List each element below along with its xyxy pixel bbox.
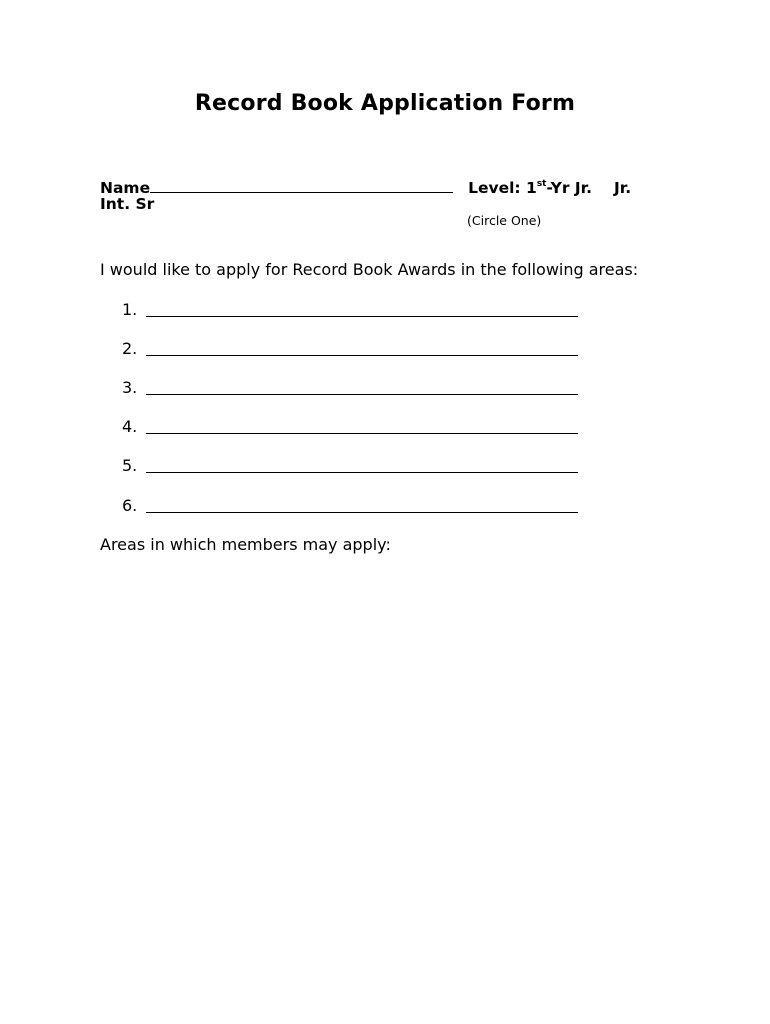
area-field[interactable]	[146, 433, 578, 434]
area-field[interactable]	[146, 394, 578, 395]
level-option-first-year-junior[interactable]: -Yr Jr.	[546, 179, 592, 197]
circle-one-note: (Circle One)	[467, 213, 542, 228]
intro-text: I would like to apply for Record Book Awards in the following areas:	[100, 260, 639, 279]
area-row	[122, 339, 146, 359]
level-options-line2[interactable]: Int. Sr	[100, 195, 155, 213]
area-row	[122, 300, 146, 320]
level-label: Level: 1	[468, 179, 537, 197]
area-field[interactable]	[146, 512, 578, 513]
area-number: 1.	[122, 300, 138, 319]
name-field[interactable]	[150, 177, 453, 193]
area-number: 4.	[122, 417, 138, 436]
area-number: 6.	[122, 496, 138, 515]
areas-heading: Areas in which members may apply:	[100, 535, 391, 554]
level-option-junior[interactable]: Jr.	[614, 179, 632, 197]
area-number: 2.	[122, 339, 138, 358]
level-superscript: st	[536, 179, 547, 189]
page-title: Record Book Application Form	[194, 91, 576, 116]
area-field[interactable]	[146, 355, 578, 356]
name-level-line	[100, 175, 680, 198]
area-field[interactable]	[146, 472, 578, 473]
area-row	[122, 378, 146, 398]
area-field[interactable]	[146, 316, 578, 317]
area-number: 3.	[122, 378, 138, 397]
level-options	[468, 179, 631, 197]
area-number: 5.	[122, 456, 138, 475]
area-row	[122, 417, 146, 437]
area-row	[122, 456, 146, 476]
area-row	[122, 496, 146, 516]
name-label: Name	[100, 179, 151, 197]
